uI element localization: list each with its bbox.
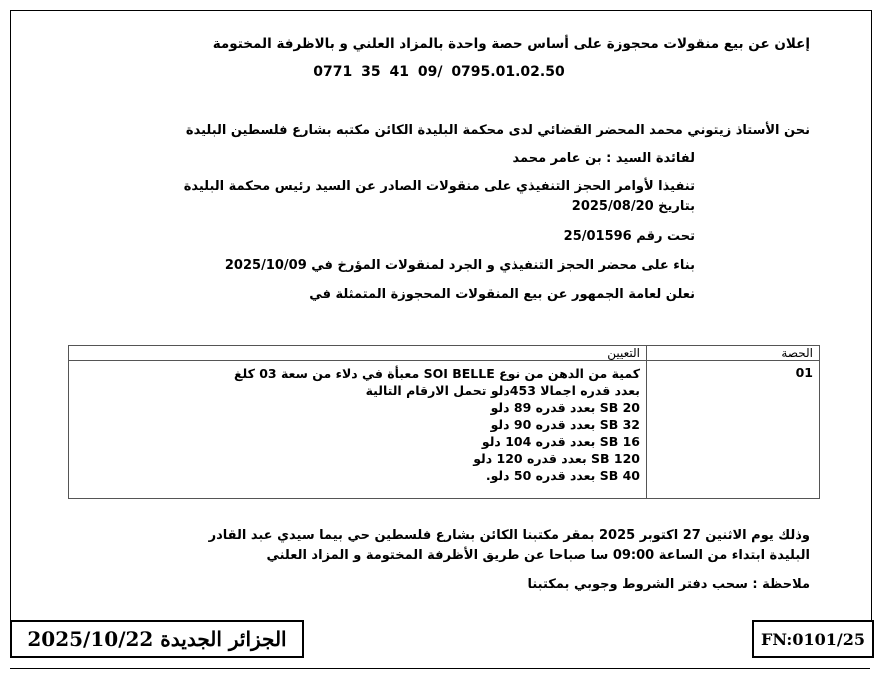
newspaper-stamp: الجزائر الجديدة 2025/10/22 bbox=[10, 620, 304, 658]
description-line: بعدد قدره اجمالا 453دلو تحمل الارقام التالية bbox=[365, 383, 640, 398]
description-column-header: التعيين bbox=[69, 346, 647, 361]
reference-line: تحت رقم 25/01596 bbox=[563, 229, 695, 244]
order-line-1: تنفيذا لأوامر الحجز التنفيذي على منقولات الصادر عن السيد رئيس محكمة البليدة bbox=[183, 179, 695, 194]
description-line: SB 16 بعدد قدره 104 دلو bbox=[481, 434, 640, 449]
bailiff-line: نحن الأستاذ زيتوني محمد المحضر القضائي لدى محكمة البليدة الكائن مكتبه بشارع فلسطين البليدة bbox=[185, 123, 810, 138]
sale-time-line: البليدة ابتداء من الساعة 09:00 سا صباحا عن طريق الأظرفة المختومة و المزاد العلني bbox=[266, 548, 810, 563]
announce-line: نعلن لعامة الجمهور عن بيع المنقولات المحجوزة المتمثلة في bbox=[309, 287, 695, 302]
description-line: SB 20 بعدد قدره 89 دلو bbox=[490, 400, 640, 415]
file-number-stamp: FN:0101/25 bbox=[752, 620, 874, 658]
table-row bbox=[69, 361, 820, 499]
note-line: ملاحظة : سحب دفتر الشروط وجوبي بمكتبنا bbox=[527, 577, 810, 592]
description-line: SB 40 بعدد قدره 50 دلو. bbox=[485, 468, 640, 483]
minutes-line: بناء على محضر الحجز التنفيذي و الجرد لمنقولات المؤرخ في 2025/10/09 bbox=[224, 258, 695, 273]
lot-description bbox=[69, 361, 647, 499]
description-line: كمية من الدهن من نوع SOI BELLE معبأة في دلاء من سعة 03 كلغ bbox=[233, 366, 640, 381]
lot-number: 01 bbox=[647, 361, 820, 499]
bottom-divider bbox=[10, 668, 870, 669]
order-line-2: بتاريخ 2025/08/20 bbox=[571, 199, 695, 214]
description-line: SB 32 بعدد قدره 90 دلو bbox=[490, 417, 640, 432]
notice-title: إعلان عن بيع منقولات محجوزة على أساس حصة واحدة بالمزاد العلني و بالاظرفة المختومة bbox=[212, 36, 810, 52]
beneficiary-line: لفائدة السيد : بن عامر محمد bbox=[512, 151, 695, 166]
lot-column-header: الحصة bbox=[647, 346, 820, 361]
phone-numbers: 0771 35 41 09/ 0795.01.02.50 bbox=[313, 64, 565, 80]
sale-date-line: وذلك يوم الاثنين 27 اكتوبر 2025 بمقر مكتبنا الكائن بشارع فلسطين حي بيما سيدي عبد القادر bbox=[208, 528, 810, 543]
lots-table bbox=[68, 345, 820, 499]
description-line: SB 120 بعدد قدره 120 دلو bbox=[473, 451, 640, 466]
